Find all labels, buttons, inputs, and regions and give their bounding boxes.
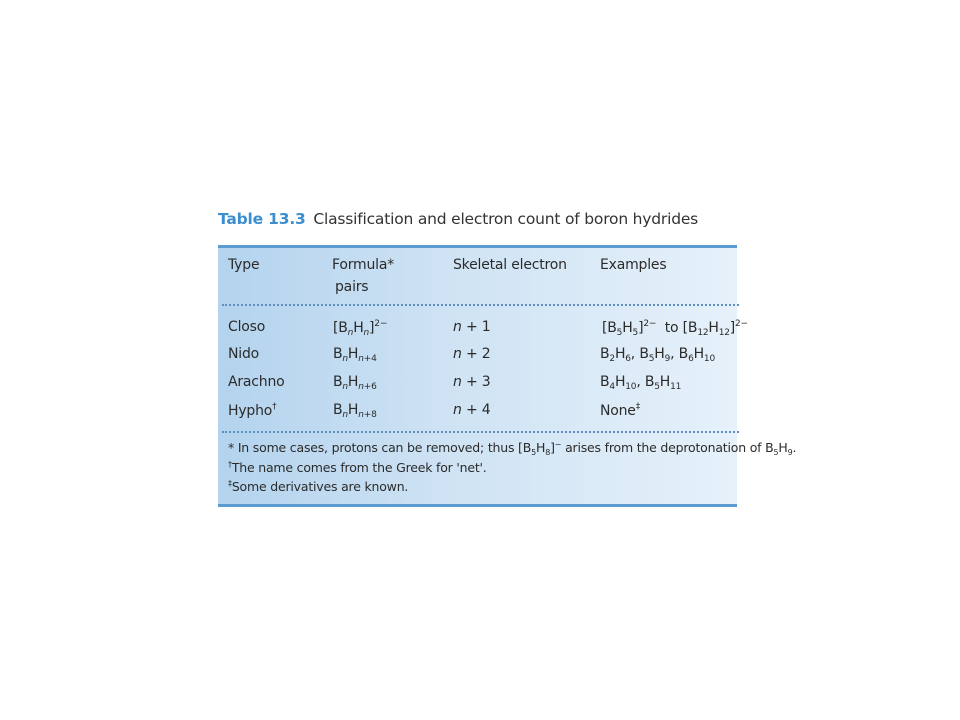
row-type-arachno: Arachno [228,374,285,390]
header-type: Type [228,257,260,273]
row-skeletal-closo: n + 1 [453,319,491,335]
row-examples-hypho: None‡ [600,402,641,419]
row-examples-nido: $B_2H_6$, $B_5H_9$, $B_6H_{10}$ [600,346,715,364]
row-skeletal-hypho: n + 4 [453,402,491,418]
row-skeletal-arachno: n + 3 [453,374,491,390]
header-formula-line2: pairs [335,279,369,295]
footnote-hypho: †The name comes from the Greek for 'net'. [228,460,487,475]
footer-divider [222,431,739,433]
row-type-closo: Closo [228,319,266,335]
header-divider [222,304,739,306]
header-examples: Examples [600,257,667,273]
row-formula-nido: $B_nH_{n+4}$ [333,346,377,364]
header-skeletal: Skeletal electron [453,257,567,273]
header-formula: Formula* [332,257,395,273]
row-formula-closo: $[B_nH_n]^{2-}$ [333,319,388,338]
row-formula-arachno: $B_nH_{n+6}$ [333,374,377,392]
table-title: Classification and electron count of boron hydrides [313,210,699,228]
row-examples-closo: $[B_5H_5]^{2-}$ to $[B_{12}H_{12}]^{2-}$ [602,319,748,338]
footnote-none: ‡Some derivatives are known. [228,479,409,494]
table-number: Table 13.3 [218,210,306,228]
row-examples-arachno: $B_4H_{10}$, $B_5H_{11}$ [600,374,682,392]
footnote-formula: * In some cases, protons can be removed; thus $[B_5H_8]^-$ arises from the deprotonation of $B_5H_9$. [228,440,797,457]
table-panel [218,245,797,507]
row-type-nido: Nido [228,346,260,362]
row-formula-hypho: $B_nH_{n+8}$ [333,402,377,420]
table-caption [218,210,698,228]
row-type-hypho: Hypho† [228,402,277,419]
row-skeletal-nido: n + 2 [453,346,491,362]
